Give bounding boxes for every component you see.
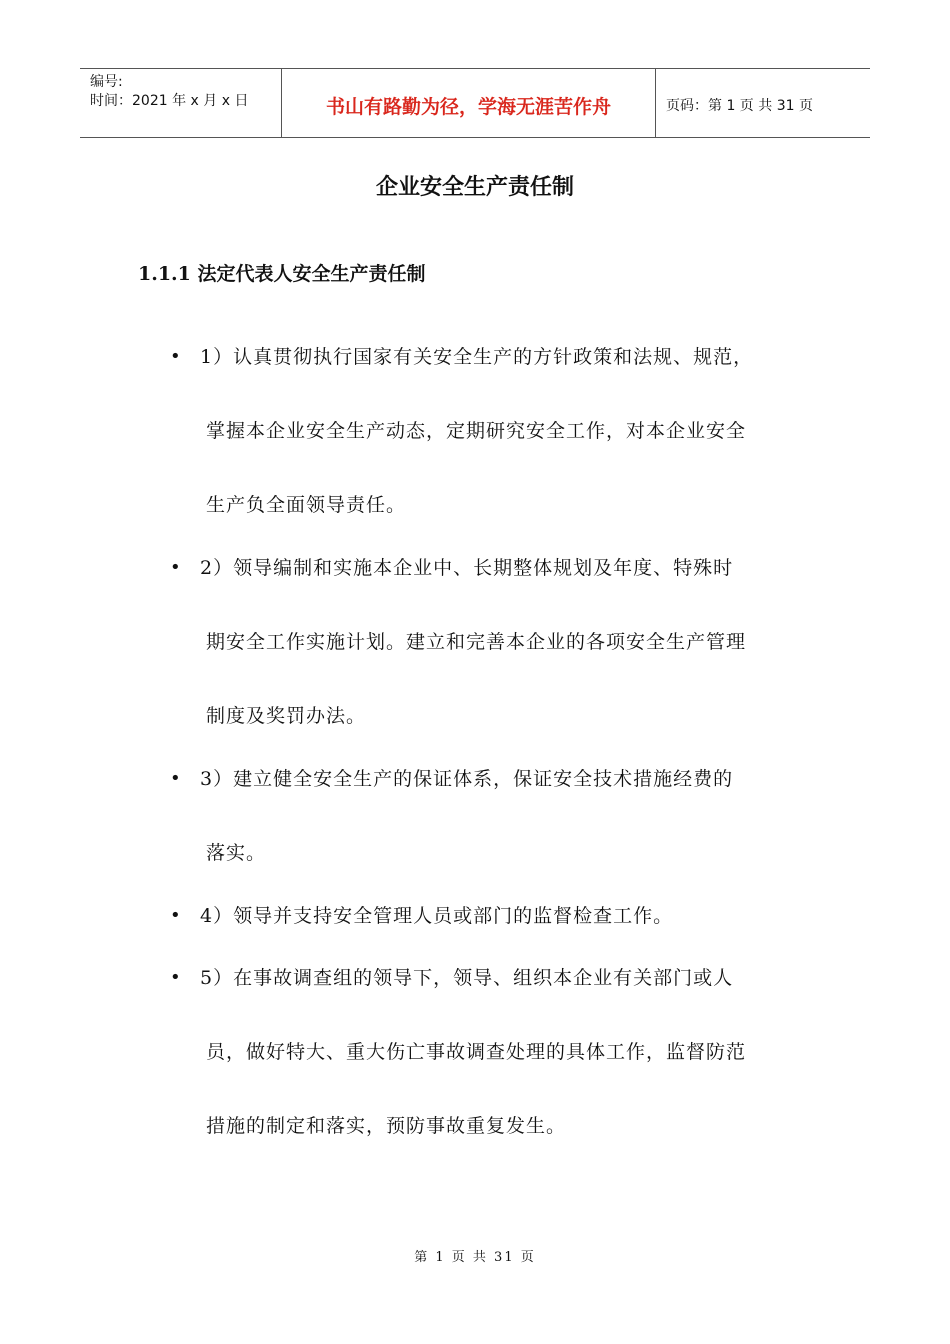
item-line: 落实。 xyxy=(206,842,267,864)
header-meta xyxy=(80,69,282,137)
item-line: 掌握本企业安全生产动态，定期研究安全工作，对本企业安全 xyxy=(206,420,747,442)
bullet-icon: • xyxy=(170,557,181,578)
list-item xyxy=(170,555,820,729)
bullet-icon: • xyxy=(170,346,181,367)
header-motto: 书山有路勤为径，学海无涯苦作舟 xyxy=(282,69,656,137)
header-page-code: 页码：第 1 页 共 31 页 xyxy=(666,98,813,114)
list-item xyxy=(170,965,820,1139)
bullet-icon: • xyxy=(170,905,181,926)
item-line: 1）认真贯彻执行国家有关安全生产的方针政策和法规、规范， xyxy=(200,346,754,368)
list-item xyxy=(170,903,820,929)
item-line: 2）领导编制和实施本企业中、长期整体规划及年度、特殊时 xyxy=(200,557,734,579)
page-header xyxy=(80,68,870,138)
bullet-icon: • xyxy=(170,768,181,789)
item-line: 3）建立健全安全生产的保证体系，保证安全技术措施经费的 xyxy=(200,768,734,790)
list-item xyxy=(170,344,820,518)
header-time-label: 时间：2021 年 x 月 x 日 xyxy=(90,93,249,109)
item-line: 生产负全面领导责任。 xyxy=(206,494,407,516)
item-line: 期安全工作实施计划。建立和完善本企业的各项安全生产管理 xyxy=(206,631,747,653)
bullet-icon: • xyxy=(170,967,181,988)
item-line: 4）领导并支持安全管理人员或部门的监督检查工作。 xyxy=(200,905,674,927)
section-heading: 1.1.1 法定代表人安全生产责任制 xyxy=(138,263,426,285)
item-line: 5）在事故调查组的领导下，领导、组织本企业有关部门或人 xyxy=(200,967,734,989)
document-title: 企业安全生产责任制 xyxy=(375,174,574,200)
item-line: 员，做好特大、重大伤亡事故调查处理的具体工作，监督防范 xyxy=(206,1041,747,1063)
item-line: 制度及奖罚办法。 xyxy=(206,705,367,727)
list-item xyxy=(170,766,820,866)
header-number-label: 编号: xyxy=(90,74,123,90)
page-footer: 第 1 页 共 31 页 xyxy=(414,1250,536,1265)
item-line: 措施的制定和落实，预防事故重复发生。 xyxy=(206,1115,567,1137)
